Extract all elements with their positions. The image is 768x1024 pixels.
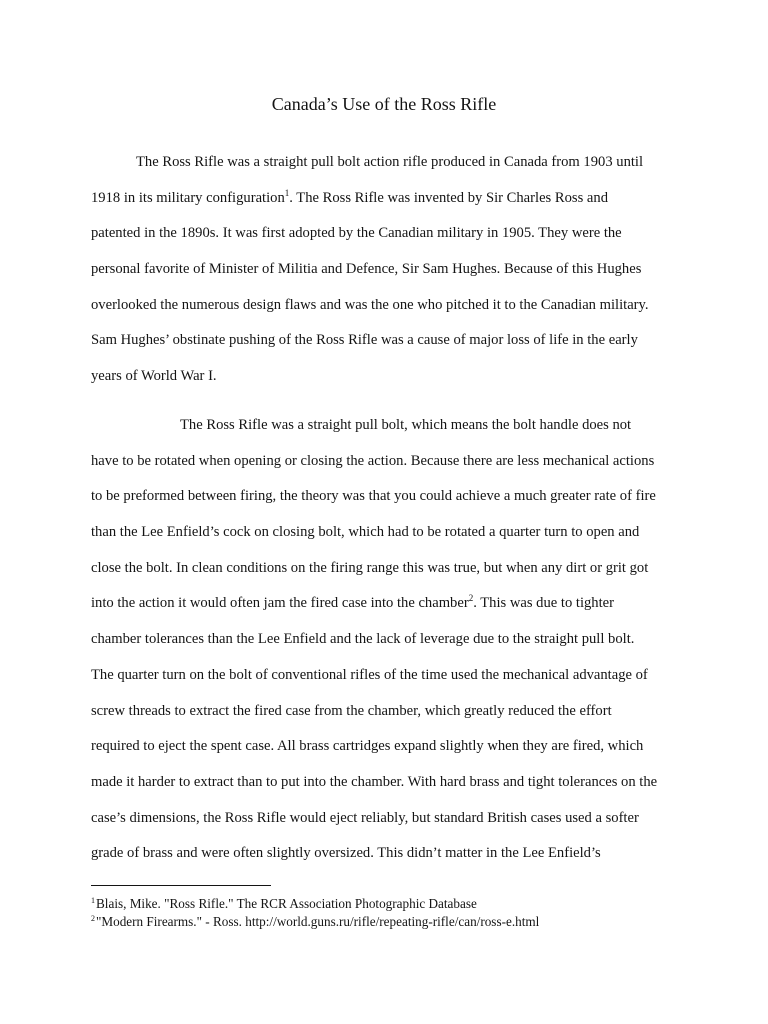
paragraph-line: [91, 702, 691, 738]
paragraph-line: [91, 773, 691, 809]
footnote-ref-1[interactable]: 1: [284, 187, 290, 198]
paragraph-2: [91, 416, 691, 880]
line-text: The quarter turn on the bolt of conventional rifles of the time used the mechanical advantage of: [91, 666, 648, 683]
paragraph-line: [91, 416, 691, 452]
line-text: into the action it would often jam the fired case into the chamber: [91, 595, 469, 612]
paragraph-line: [91, 559, 691, 595]
line-text: made it harder to extract than to put into the chamber. With hard brass and tight tolerances on the: [91, 773, 658, 790]
line-text: screw threads to extract the fired case from the chamber, which greatly reduced the effort: [91, 702, 612, 719]
line-text: chamber tolerances than the Lee Enfield and the lack of leverage due to the straight pull bolt.: [91, 631, 635, 648]
document-title: Canada’s Use of the Ross Rifle: [271, 94, 497, 114]
line-text: case’s dimensions, the Ross Rifle would eject reliably, but standard British cases used a softer: [91, 809, 639, 826]
paragraph-line: [91, 666, 691, 702]
footnotes: [91, 895, 731, 931]
line-text: overlooked the numerous design flaws and was the one who pitched it to the Canadian military.: [91, 296, 649, 313]
line-text: required to eject the spent case. All brass cartridges expand slightly when they are fired, which: [91, 738, 644, 755]
line-text: personal favorite of Minister of Militia and Defence, Sir Sam Hughes. Because of this Hughes: [91, 261, 642, 278]
paragraph-line: [91, 809, 691, 845]
footnote-ref-2[interactable]: 2: [468, 593, 474, 604]
paragraph-1: [91, 153, 691, 403]
line-text: 1918 in its military configuration: [91, 189, 285, 206]
line-text: than the Lee Enfield’s cock on closing bolt, which had to be rotated a quarter turn to open and: [91, 524, 640, 541]
paragraph-line: [91, 367, 691, 403]
line-text: grade of brass and were often slightly oversized. This didn’t matter in the Lee Enfield’s: [91, 845, 601, 862]
footnote-separator: [91, 885, 271, 886]
paragraph-line: [91, 452, 691, 488]
line-text: have to be rotated when opening or closing the action. Because there are less mechanical actions: [91, 452, 655, 469]
paragraph-line: [91, 153, 691, 189]
paragraph-line: [91, 189, 691, 225]
paragraph-line: [91, 331, 691, 367]
footnote-text: Blais, Mike. "Ross Rifle." The RCR Association Photographic Database: [96, 896, 477, 911]
line-text: . This was due to tighter: [473, 595, 614, 612]
paragraph-line: [91, 487, 691, 523]
footnote-text: "Modern Firearms." - Ross. http://world.guns.ru/rifle/repeating-rifle/can/ross-e.html: [96, 914, 540, 929]
line-text: . The Ross Rifle was invented by Sir Charles Ross and: [289, 189, 608, 206]
footnote-1: [91, 895, 731, 913]
line-text: close the bolt. In clean conditions on the firing range this was true, but when any dirt or grit got: [91, 559, 649, 576]
line-text: to be preformed between firing, the theory was that you could achieve a much greater rate of fire: [91, 488, 656, 505]
footnote-mark: 1: [91, 896, 95, 905]
line-text: The Ross Rifle was a straight pull bolt, which means the bolt handle does not: [180, 417, 632, 433]
footnote-2: [91, 913, 731, 931]
paragraph-line: [91, 523, 691, 559]
line-text: Sam Hughes’ obstinate pushing of the Ross Rifle was a cause of major loss of life in the early: [91, 332, 638, 349]
line-text: patented in the 1890s. It was first adopted by the Canadian military in 1905. They were the: [91, 225, 622, 242]
line-text: The Ross Rifle was a straight pull bolt action rifle produced in Canada from 1903 until: [136, 154, 644, 170]
line-text: years of World War I.: [91, 368, 217, 385]
paragraph-line: [91, 260, 691, 296]
paragraph-line: [91, 594, 691, 630]
footnote-mark: 2: [91, 914, 95, 923]
paragraph-line: [91, 737, 691, 773]
paragraph-line: [91, 224, 691, 260]
paragraph-line: [91, 296, 691, 332]
paragraph-line: [91, 630, 691, 666]
paragraph-line: [91, 844, 691, 880]
